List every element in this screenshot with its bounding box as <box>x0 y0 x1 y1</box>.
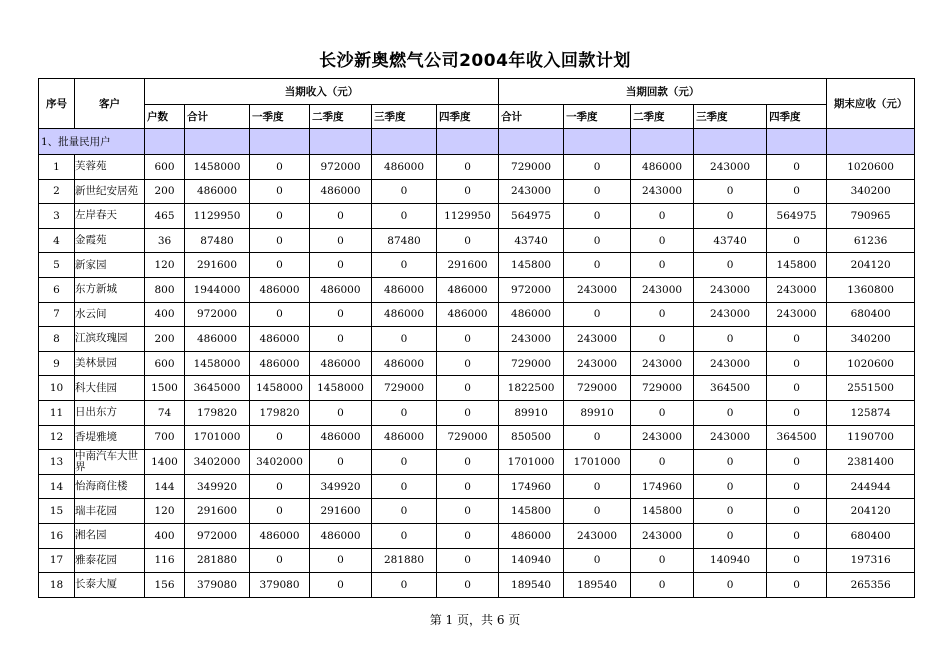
row-seq: 10 <box>39 376 75 401</box>
table-cell: 0 <box>564 155 631 180</box>
table-cell: 0 <box>767 523 827 548</box>
table-cell: 486000 <box>372 425 437 450</box>
table-cell: 0 <box>631 450 694 475</box>
table-cell: 145800 <box>631 499 694 524</box>
table-cell: 564975 <box>767 204 827 229</box>
row-seq: 3 <box>39 204 75 229</box>
table-cell: 486000 <box>185 327 250 352</box>
table-cell: 3645000 <box>185 376 250 401</box>
table-row <box>39 425 915 450</box>
table-cell: 1129950 <box>437 204 499 229</box>
page-footer: 第 1 页，共 6 页 <box>429 613 521 627</box>
table-cell: 0 <box>437 155 499 180</box>
table-cell: 204120 <box>827 253 915 278</box>
table-cell: 0 <box>310 302 372 327</box>
table-row <box>39 277 915 302</box>
table-cell: 0 <box>372 523 437 548</box>
table-cell: 486000 <box>185 179 250 204</box>
table-cell: 243000 <box>694 302 767 327</box>
table-cell: 145800 <box>767 253 827 278</box>
table-cell: 0 <box>694 523 767 548</box>
table-cell: 0 <box>437 548 499 573</box>
row-seq: 12 <box>39 425 75 450</box>
table-cell: 486000 <box>310 179 372 204</box>
table-cell: 0 <box>564 474 631 499</box>
row-customer: 新世纪安居苑 <box>75 179 145 204</box>
table-cell: 1458000 <box>185 155 250 180</box>
table-cell: 700 <box>145 425 185 450</box>
table-cell: 3402000 <box>185 450 250 475</box>
table-cell: 0 <box>250 179 310 204</box>
row-customer: 科大佳园 <box>75 376 145 401</box>
table-cell: 0 <box>437 179 499 204</box>
table-cell: 486000 <box>372 302 437 327</box>
table-cell: 1020600 <box>827 155 915 180</box>
table-cell: 486000 <box>372 155 437 180</box>
table-cell: 243000 <box>631 425 694 450</box>
table-cell: 0 <box>564 548 631 573</box>
table-cell: 0 <box>694 474 767 499</box>
table-cell: 0 <box>310 253 372 278</box>
table-cell: 0 <box>564 499 631 524</box>
header-income-q3: 三季度 <box>372 105 437 129</box>
table-cell: 0 <box>767 450 827 475</box>
row-customer: 新家园 <box>75 253 145 278</box>
table-cell: 243000 <box>694 351 767 376</box>
row-customer: 怡海商住楼 <box>75 474 145 499</box>
table-cell: 0 <box>767 155 827 180</box>
row-customer: 东方新城 <box>75 277 145 302</box>
header-households: 户数 <box>145 105 185 129</box>
table-cell: 0 <box>767 327 827 352</box>
table-cell: 120 <box>145 253 185 278</box>
table-cell: 486000 <box>250 523 310 548</box>
row-customer: 中南汽车大世界 <box>75 450 145 475</box>
table-cell: 89910 <box>499 400 564 425</box>
table-cell: 349920 <box>310 474 372 499</box>
table-row <box>39 155 915 180</box>
table-row <box>39 499 915 524</box>
header-customer: 客户 <box>75 79 145 129</box>
table-cell: 0 <box>767 548 827 573</box>
table-cell: 0 <box>767 499 827 524</box>
table-cell: 1701000 <box>499 450 564 475</box>
table-cell: 0 <box>310 450 372 475</box>
table-cell: 0 <box>437 499 499 524</box>
table-cell: 144 <box>145 474 185 499</box>
table-cell: 0 <box>372 450 437 475</box>
table-cell: 291600 <box>185 499 250 524</box>
table-cell: 1458000 <box>250 376 310 401</box>
table-cell: 243000 <box>631 179 694 204</box>
table-cell: 729000 <box>564 376 631 401</box>
table-cell: 486000 <box>372 351 437 376</box>
table-row <box>39 204 915 229</box>
table-cell: 0 <box>631 228 694 253</box>
table-cell: 0 <box>437 400 499 425</box>
table-cell: 243000 <box>694 277 767 302</box>
table-cell: 179820 <box>185 400 250 425</box>
table-cell: 0 <box>310 400 372 425</box>
table-row <box>39 573 915 598</box>
category-row <box>39 129 915 155</box>
table-cell: 0 <box>372 204 437 229</box>
table-cell: 486000 <box>310 277 372 302</box>
table-cell: 364500 <box>694 376 767 401</box>
table-cell: 1944000 <box>185 277 250 302</box>
table-cell: 243000 <box>767 302 827 327</box>
header-seq: 序号 <box>39 79 75 129</box>
row-seq: 9 <box>39 351 75 376</box>
table-cell: 0 <box>250 155 310 180</box>
table-cell: 790965 <box>827 204 915 229</box>
table-cell: 600 <box>145 351 185 376</box>
table-cell: 0 <box>564 204 631 229</box>
table-cell: 400 <box>145 523 185 548</box>
table-cell: 486000 <box>250 277 310 302</box>
table-row <box>39 376 915 401</box>
table-cell: 0 <box>437 573 499 598</box>
table-cell: 0 <box>250 228 310 253</box>
table-cell: 0 <box>694 204 767 229</box>
table-row <box>39 474 915 499</box>
row-customer: 日出东方 <box>75 400 145 425</box>
table-cell: 0 <box>564 253 631 278</box>
table-cell: 145800 <box>499 499 564 524</box>
table-cell: 972000 <box>310 155 372 180</box>
table-cell: 0 <box>372 573 437 598</box>
table-row <box>39 179 915 204</box>
table-cell: 486000 <box>310 351 372 376</box>
header-income-total: 合计 <box>185 105 250 129</box>
table-cell: 486000 <box>499 302 564 327</box>
table-row <box>39 400 915 425</box>
table-cell: 0 <box>694 179 767 204</box>
table-cell: 379080 <box>185 573 250 598</box>
table-cell: 0 <box>694 450 767 475</box>
table-cell: 1458000 <box>310 376 372 401</box>
header-payment-total: 合计 <box>499 105 564 129</box>
row-customer: 水云间 <box>75 302 145 327</box>
table-cell: 87480 <box>372 228 437 253</box>
table-cell: 972000 <box>185 302 250 327</box>
table-cell: 0 <box>767 228 827 253</box>
table-cell: 1458000 <box>185 351 250 376</box>
row-seq: 6 <box>39 277 75 302</box>
table-cell: 243000 <box>564 351 631 376</box>
table-cell: 243000 <box>767 277 827 302</box>
table-cell: 0 <box>310 573 372 598</box>
table-cell: 189540 <box>564 573 631 598</box>
table-row <box>39 548 915 573</box>
table-cell: 43740 <box>694 228 767 253</box>
header-income-q1: 一季度 <box>250 105 310 129</box>
table-cell: 379080 <box>250 573 310 598</box>
table-cell: 174960 <box>631 474 694 499</box>
row-customer: 长泰大厦 <box>75 573 145 598</box>
table-cell: 564975 <box>499 204 564 229</box>
row-seq: 7 <box>39 302 75 327</box>
table-cell: 0 <box>372 253 437 278</box>
row-seq: 11 <box>39 400 75 425</box>
table-cell: 486000 <box>437 302 499 327</box>
table-cell: 1822500 <box>499 376 564 401</box>
header-income-q2: 二季度 <box>310 105 372 129</box>
table-cell: 0 <box>437 450 499 475</box>
table-cell: 1500 <box>145 376 185 401</box>
table-cell: 729000 <box>631 376 694 401</box>
row-customer: 湘名园 <box>75 523 145 548</box>
table-cell: 0 <box>631 573 694 598</box>
table-cell: 0 <box>437 523 499 548</box>
table-cell: 972000 <box>499 277 564 302</box>
table-cell: 243000 <box>499 179 564 204</box>
table-cell: 0 <box>437 376 499 401</box>
income-payment-table <box>38 78 915 598</box>
table-cell: 281880 <box>372 548 437 573</box>
table-cell: 486000 <box>310 523 372 548</box>
table-cell: 340200 <box>827 327 915 352</box>
table-cell: 0 <box>767 376 827 401</box>
table-cell: 0 <box>631 302 694 327</box>
table-cell: 36 <box>145 228 185 253</box>
row-seq: 5 <box>39 253 75 278</box>
row-seq: 17 <box>39 548 75 573</box>
table-cell: 2551500 <box>827 376 915 401</box>
table-row <box>39 302 915 327</box>
table-cell: 729000 <box>499 351 564 376</box>
table-cell: 0 <box>694 573 767 598</box>
table-cell: 197316 <box>827 548 915 573</box>
table-row <box>39 228 915 253</box>
table-cell: 140940 <box>694 548 767 573</box>
table-cell: 204120 <box>827 499 915 524</box>
table-cell: 0 <box>694 499 767 524</box>
table-cell: 1400 <box>145 450 185 475</box>
table-cell: 486000 <box>250 327 310 352</box>
header-payment-q1: 一季度 <box>564 105 631 129</box>
table-cell: 0 <box>631 327 694 352</box>
table-cell: 243000 <box>694 155 767 180</box>
table-cell: 0 <box>631 253 694 278</box>
table-cell: 364500 <box>767 425 827 450</box>
table-cell: 486000 <box>631 155 694 180</box>
table-cell: 0 <box>767 573 827 598</box>
table-cell: 0 <box>250 302 310 327</box>
table-cell: 0 <box>250 474 310 499</box>
table-cell: 243000 <box>564 327 631 352</box>
table-cell: 120 <box>145 499 185 524</box>
table-cell: 0 <box>564 425 631 450</box>
page-title: 长沙新奥燃气公司2004年收入回款计划 <box>319 51 631 71</box>
row-customer: 金霞苑 <box>75 228 145 253</box>
header-income-q4: 四季度 <box>437 105 499 129</box>
table-cell: 0 <box>250 204 310 229</box>
table-cell: 465 <box>145 204 185 229</box>
row-seq: 18 <box>39 573 75 598</box>
table-cell: 340200 <box>827 179 915 204</box>
table-cell: 0 <box>631 204 694 229</box>
table-cell: 600 <box>145 155 185 180</box>
table-cell: 0 <box>437 474 499 499</box>
table-cell: 0 <box>564 179 631 204</box>
table-cell: 0 <box>310 548 372 573</box>
table-cell: 0 <box>631 400 694 425</box>
table-cell: 74 <box>145 400 185 425</box>
row-customer: 美林景园 <box>75 351 145 376</box>
row-customer: 左岸春天 <box>75 204 145 229</box>
table-cell: 0 <box>631 548 694 573</box>
table-cell: 243000 <box>694 425 767 450</box>
table-cell: 1129950 <box>185 204 250 229</box>
table-cell: 156 <box>145 573 185 598</box>
table-cell: 43740 <box>499 228 564 253</box>
table-cell: 291600 <box>310 499 372 524</box>
table-cell: 61236 <box>827 228 915 253</box>
table-cell: 243000 <box>564 277 631 302</box>
row-seq: 16 <box>39 523 75 548</box>
table-cell: 0 <box>437 228 499 253</box>
table-cell: 0 <box>372 179 437 204</box>
table-row <box>39 253 915 278</box>
table-cell: 0 <box>372 400 437 425</box>
table-cell: 174960 <box>499 474 564 499</box>
table-row <box>39 351 915 376</box>
table-cell: 2381400 <box>827 450 915 475</box>
table-cell: 0 <box>767 400 827 425</box>
table-cell: 1701000 <box>185 425 250 450</box>
table-cell: 140940 <box>499 548 564 573</box>
table-cell: 0 <box>767 179 827 204</box>
table-cell: 486000 <box>310 425 372 450</box>
table-row <box>39 523 915 548</box>
header-income-group: 当期收入（元） <box>145 79 499 105</box>
row-seq: 4 <box>39 228 75 253</box>
table-cell: 349920 <box>185 474 250 499</box>
table-cell: 116 <box>145 548 185 573</box>
row-customer: 芙蓉苑 <box>75 155 145 180</box>
header-payment-group: 当期回款（元） <box>499 79 827 105</box>
table-cell: 0 <box>564 302 631 327</box>
row-seq: 15 <box>39 499 75 524</box>
table-cell: 0 <box>437 351 499 376</box>
row-seq: 13 <box>39 450 75 475</box>
table-cell: 200 <box>145 179 185 204</box>
row-customer: 雅泰花园 <box>75 548 145 573</box>
row-seq: 2 <box>39 179 75 204</box>
header-ending-receivable: 期末应收（元） <box>827 79 915 129</box>
header-payment-q2: 二季度 <box>631 105 694 129</box>
table-cell: 244944 <box>827 474 915 499</box>
table-cell: 189540 <box>499 573 564 598</box>
table-cell: 0 <box>372 474 437 499</box>
row-seq: 1 <box>39 155 75 180</box>
table-cell: 89910 <box>564 400 631 425</box>
table-cell: 486000 <box>437 277 499 302</box>
table-cell: 3402000 <box>250 450 310 475</box>
table-cell: 1701000 <box>564 450 631 475</box>
table-cell: 0 <box>767 351 827 376</box>
table-row <box>39 450 915 475</box>
table-cell: 243000 <box>564 523 631 548</box>
table-cell: 291600 <box>437 253 499 278</box>
header-payment-q4: 四季度 <box>767 105 827 129</box>
table-cell: 265356 <box>827 573 915 598</box>
row-customer: 香堤雅境 <box>75 425 145 450</box>
row-seq: 14 <box>39 474 75 499</box>
table-cell: 1020600 <box>827 351 915 376</box>
table-cell: 972000 <box>185 523 250 548</box>
table-cell: 729000 <box>499 155 564 180</box>
category-label: 1、批量民用户 <box>39 129 145 155</box>
table-cell: 729000 <box>437 425 499 450</box>
table-cell: 0 <box>564 228 631 253</box>
table-cell: 243000 <box>631 277 694 302</box>
table-cell: 200 <box>145 327 185 352</box>
table-cell: 0 <box>250 425 310 450</box>
row-customer: 瑞丰花园 <box>75 499 145 524</box>
table-cell: 243000 <box>631 523 694 548</box>
table-cell: 0 <box>694 253 767 278</box>
table-cell: 1360800 <box>827 277 915 302</box>
table-row <box>39 327 915 352</box>
row-customer: 江滨玫瑰园 <box>75 327 145 352</box>
table-cell: 0 <box>694 327 767 352</box>
row-seq: 8 <box>39 327 75 352</box>
table-cell: 243000 <box>631 351 694 376</box>
table-cell: 729000 <box>372 376 437 401</box>
table-cell: 486000 <box>250 351 310 376</box>
table-cell: 291600 <box>185 253 250 278</box>
table-cell: 0 <box>310 327 372 352</box>
table-cell: 400 <box>145 302 185 327</box>
table-cell: 1190700 <box>827 425 915 450</box>
table-cell: 680400 <box>827 302 915 327</box>
table-cell: 179820 <box>250 400 310 425</box>
table-cell: 0 <box>767 474 827 499</box>
header-payment-q3: 三季度 <box>694 105 767 129</box>
table-cell: 0 <box>250 253 310 278</box>
table-cell: 0 <box>310 228 372 253</box>
table-cell: 486000 <box>372 277 437 302</box>
table-cell: 125874 <box>827 400 915 425</box>
table-cell: 486000 <box>499 523 564 548</box>
table-cell: 800 <box>145 277 185 302</box>
table-cell: 0 <box>250 499 310 524</box>
table-cell: 0 <box>372 499 437 524</box>
table-cell: 243000 <box>499 327 564 352</box>
table-cell: 850500 <box>499 425 564 450</box>
table-cell: 87480 <box>185 228 250 253</box>
table-cell: 680400 <box>827 523 915 548</box>
table-cell: 145800 <box>499 253 564 278</box>
table-cell: 281880 <box>185 548 250 573</box>
table-cell: 0 <box>437 327 499 352</box>
table-cell: 0 <box>694 400 767 425</box>
table-cell: 0 <box>372 327 437 352</box>
table-cell: 0 <box>250 548 310 573</box>
table-cell: 0 <box>310 204 372 229</box>
